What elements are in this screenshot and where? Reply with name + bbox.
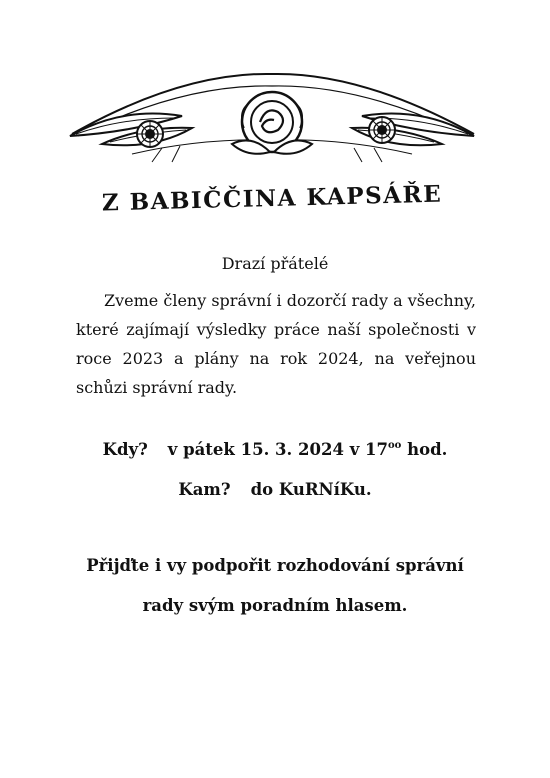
when-value: v pátek 15. 3. 2024 v 17	[167, 440, 388, 459]
logo-illustration	[62, 66, 482, 216]
when-row	[0, 440, 550, 459]
where-label: Kam?	[178, 480, 231, 499]
where-value: do KuRNíKu.	[250, 480, 372, 499]
when-suffix: hod.	[401, 440, 448, 459]
greeting: Drazí přátelé	[221, 254, 329, 273]
where-row	[0, 480, 550, 499]
closing-line-1: Přijďte i vy podpořit rozhodování správní	[86, 556, 464, 575]
logo-title: Z BABIČČINA KAPSÁŘE	[101, 180, 443, 216]
when-time-superscript: oo	[388, 439, 402, 451]
invitation-text: Zveme členy správní i dozorčí rady a všechny, které zajímají výsledky práce naší společnosti v roce 2023 a plány na rok 2024, na veřejnou schůzi správní rady.	[76, 291, 476, 397]
when-label: Kdy?	[102, 440, 148, 459]
closing-line-2: rady svým poradním hlasem.	[142, 596, 408, 615]
